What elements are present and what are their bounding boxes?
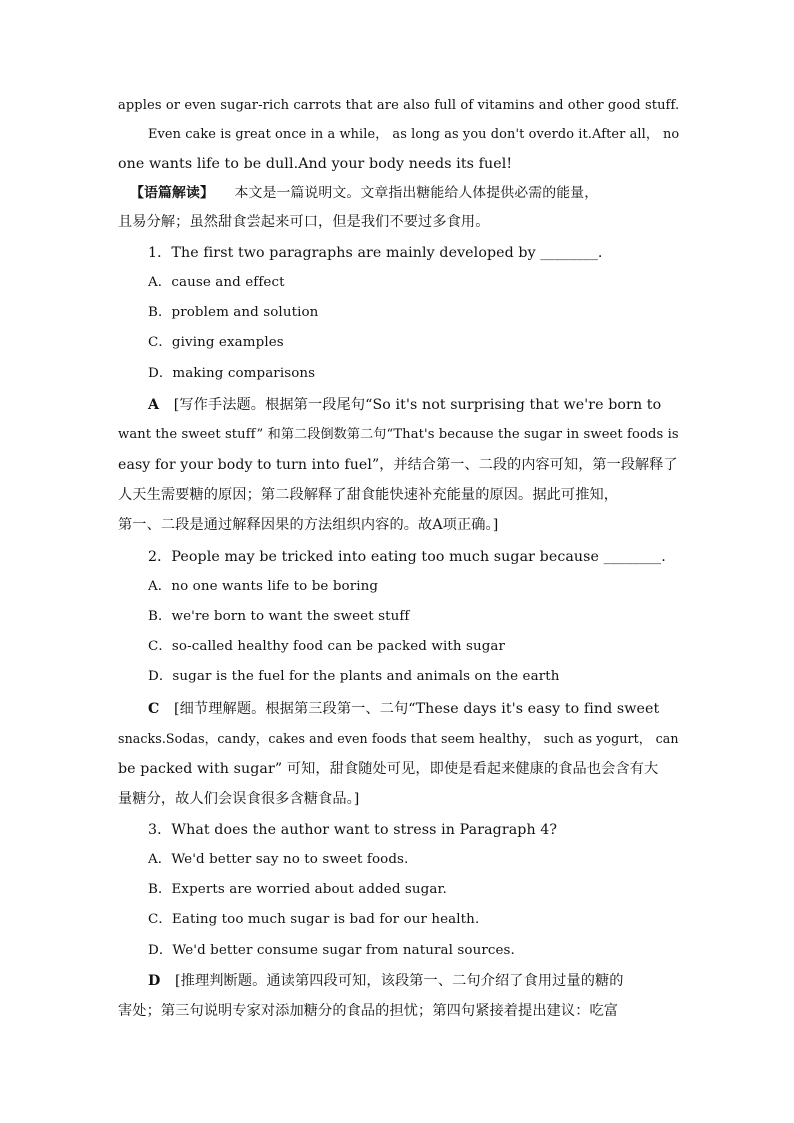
- question-1-explanation-line-5: 第一、二段是通过解释因果的方法组织内容的。故A项正确。]: [118, 517, 499, 533]
- question-3-stem: 3．What does the author want to stress in Paragraph 4?: [148, 822, 558, 838]
- question-2-stem: 2．People may be tricked into eating too much sugar because ________.: [148, 549, 666, 565]
- question-3-explanation-line-1: D [推理判断题。通读第四段可知，该段第一、二句介绍了食用过量的糖的: [148, 973, 624, 989]
- passage-line-1: apples or even sugar-rich carrots that are also full of vitamins and other good stuff.: [118, 98, 680, 113]
- question-2-explanation-line-3: be packed with sugar” 可知，甜食随处可见，即使是看起来健康的食品也会含有大: [118, 761, 659, 777]
- question-1-explanation-line-2: want the sweet stuff” 和第二段倒数第二句“That's because the sugar in sweet foods is: [118, 427, 679, 442]
- question-1-stem: 1．The first two paragraphs are mainly developed by ________.: [148, 245, 603, 261]
- question-3-answer: D: [148, 973, 161, 989]
- question-3-option-d: D．We'd better consume sugar from natural sources.: [148, 943, 515, 958]
- question-2-option-c: C．so-called healthy food can be packed with sugar: [148, 639, 506, 654]
- question-2-option-b: B．we're born to want the sweet stuff: [148, 609, 410, 624]
- question-3-option-a: A．We'd better say no to sweet foods.: [148, 852, 409, 867]
- question-2-option-a: A．no one wants life to be boring: [148, 579, 379, 594]
- question-1-option-b: B．problem and solution: [148, 305, 319, 320]
- question-2-explanation-line-2: snacks.Sodas，candy，cakes and even foods that seem healthy， such as yogurt， can: [118, 731, 679, 746]
- question-3-option-b: B．Experts are worried about added sugar.: [148, 882, 447, 897]
- question-3-explanation-line-2: 害处；第三句说明专家对添加糖分的食品的担忧；第四句紧接着提出建议：吃富: [118, 1003, 619, 1019]
- question-3-option-c: C．Eating too much sugar is bad for our health.: [148, 912, 480, 927]
- reading-guide-text-2: 且易分解；虽然甜食尝起来可口，但是我们不要过多食用。: [118, 214, 490, 230]
- question-2-explanation-line-1: C [细节理解题。根据第三段第一、二句“These days it's easy to find sweet: [148, 701, 660, 717]
- question-1-explanation-line-3: easy for your body to turn into fuel”，并结合第一、二段的内容可知，第一段解释了: [118, 457, 678, 473]
- reading-guide-row: [130, 183, 690, 203]
- reading-guide-text-1: 本文是一篇说明文。文章指出糖能给人体提供必需的能量，: [234, 185, 599, 201]
- question-1-option-d: D．making comparisons: [148, 366, 316, 381]
- question-1-answer: A: [148, 397, 160, 413]
- reading-guide-label: 【语篇解读】: [130, 185, 214, 201]
- passage-line-3: one wants life to be dull.And your body needs its fuel!: [118, 156, 513, 172]
- passage-line-2: Even cake is great once in a while， as long as you don't overdo it.After all， no: [148, 127, 680, 142]
- question-1-explanation-line-4: 人天生需要糖的原因；第二段解释了甜食能快速补充能量的原因。据此可推知，: [118, 487, 619, 503]
- question-2-option-d: D．sugar is the fuel for the plants and animals on the earth: [148, 669, 560, 684]
- question-1-explanation-line-1: A [写作手法题。根据第一段尾句“So it's not surprising that we're born to: [148, 397, 662, 413]
- question-2-answer: C: [148, 701, 160, 717]
- question-2-explanation-line-4: 量糖分，故人们会误食很多含糖食品。]: [118, 791, 360, 807]
- question-1-option-c: C．giving examples: [148, 335, 284, 350]
- question-1-option-a: A．cause and effect: [148, 275, 285, 290]
